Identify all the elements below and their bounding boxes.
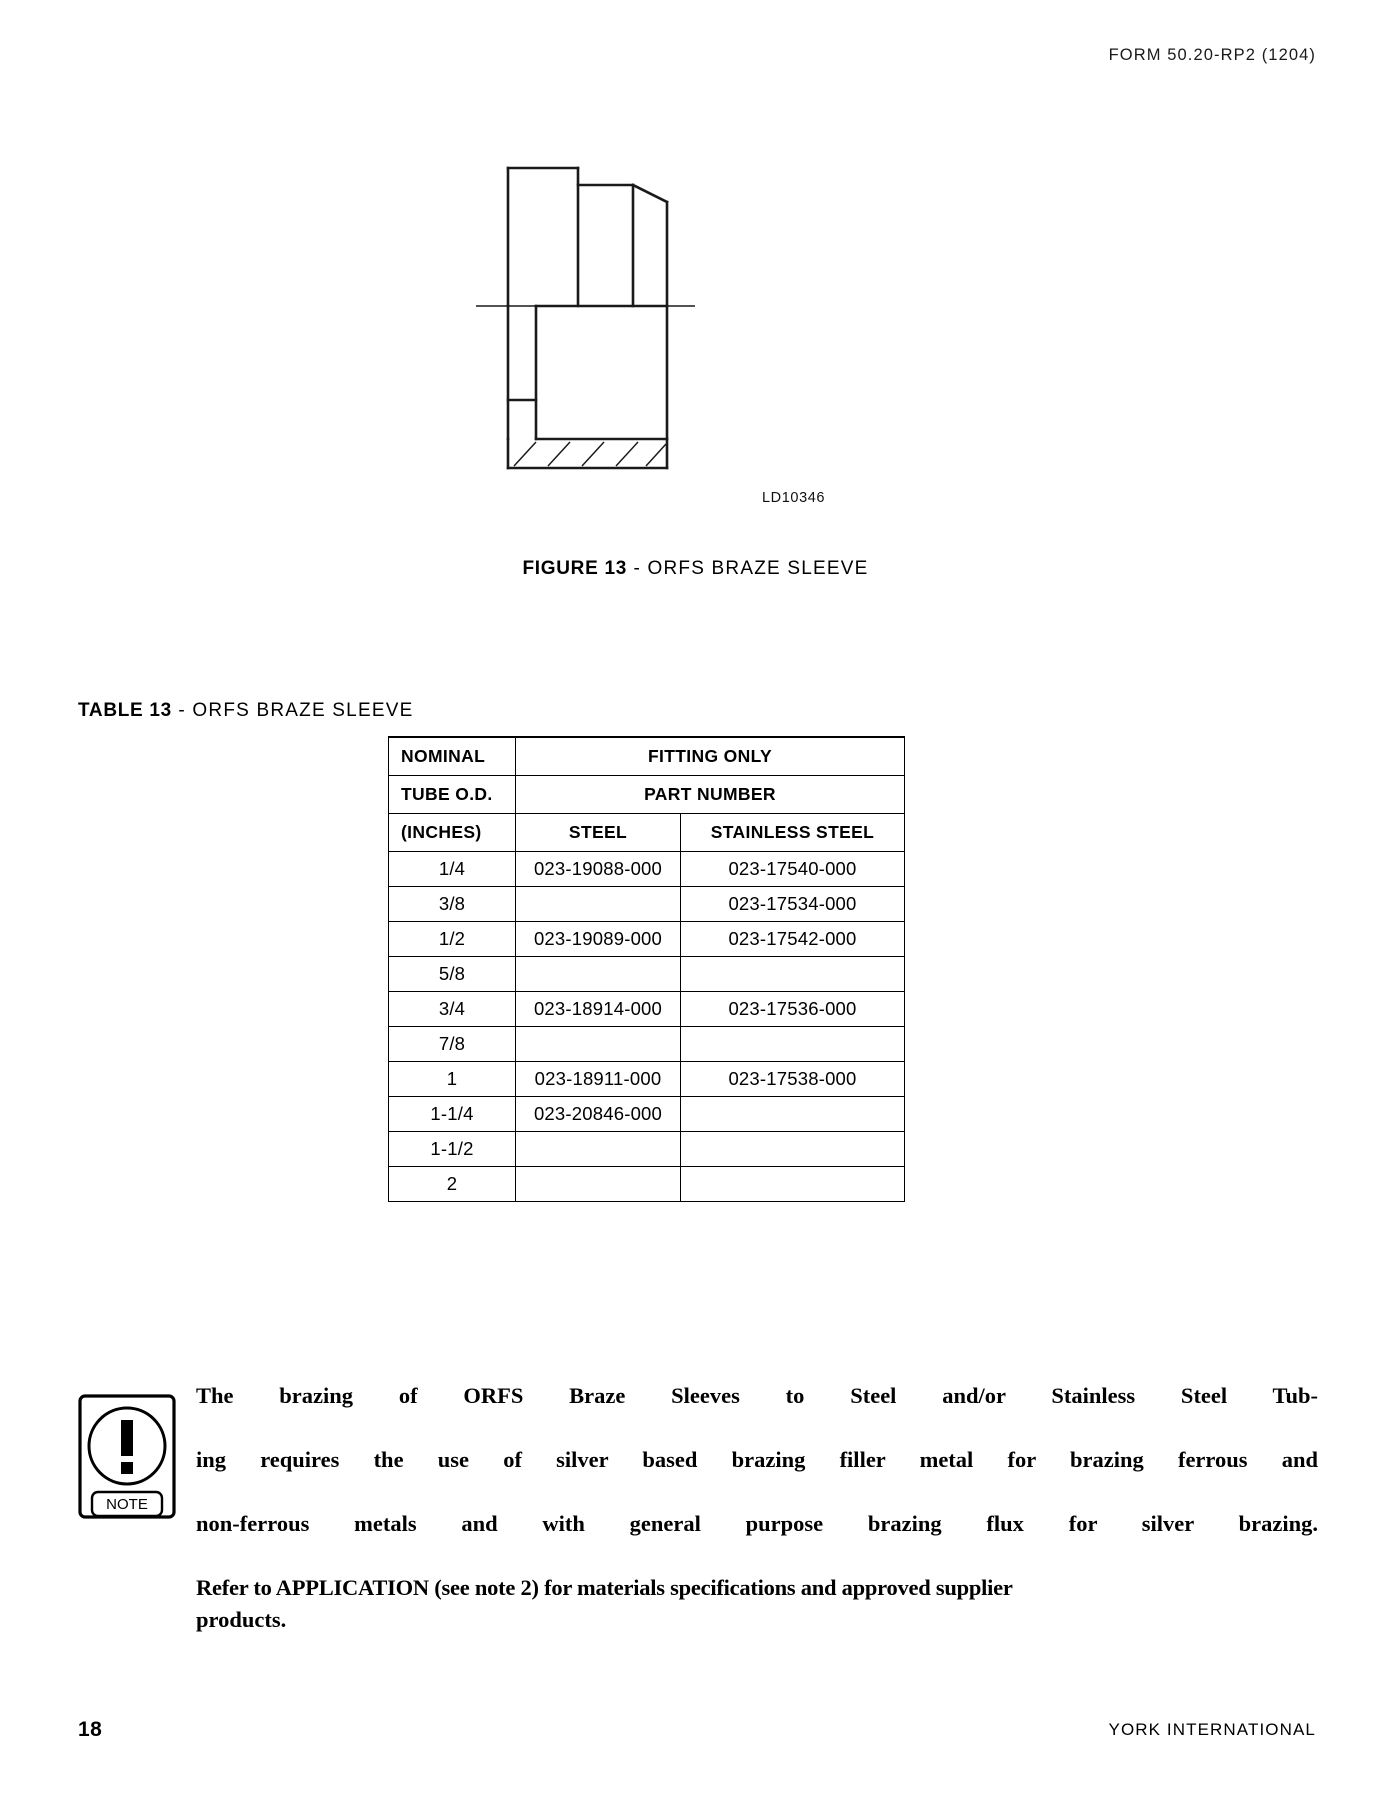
cell-steel [516,1027,681,1062]
form-code-header: FORM 50.20-RP2 (1204) [1108,46,1316,64]
figure-caption-text: - ORFS BRAZE SLEEVE [627,558,869,579]
cell-nominal: 1-1/2 [389,1132,516,1167]
drawing-reference-code: LD10346 [762,490,826,506]
cell-steel [516,1132,681,1167]
table-row [389,957,905,992]
note-warning-icon [78,1394,176,1519]
figure-13-drawing-area [0,150,1391,506]
note-line-4: Refer to APPLICATION (see note 2) for materials specifications and approved supplier [196,1574,1013,1600]
cell-stainless [681,1132,905,1167]
header-part-number: PART NUMBER [516,776,905,814]
note-callout [78,1380,1318,1636]
cell-nominal: 1/2 [389,922,516,957]
cell-stainless: 023-17540-000 [681,852,905,887]
table-row [389,887,905,922]
cell-nominal: 1 [389,1062,516,1097]
note-line-5: products. [196,1606,287,1632]
table-row [389,922,905,957]
table-row [389,852,905,887]
table-13-wrapper [388,736,904,1202]
header-steel: STEEL [516,814,681,852]
cell-steel [516,887,681,922]
cell-stainless: 023-17536-000 [681,992,905,1027]
header-tube-od: TUBE O.D. [389,776,516,814]
figure-caption [0,558,1391,580]
cell-steel: 023-20846-000 [516,1097,681,1132]
cell-stainless [681,1027,905,1062]
page-number: 18 [78,1718,103,1741]
cell-nominal: 5/8 [389,957,516,992]
cell-nominal: 1/4 [389,852,516,887]
table-row [389,992,905,1027]
header-inches: (INCHES) [389,814,516,852]
cell-steel [516,1167,681,1202]
orfs-braze-sleeve-table [388,736,905,1202]
cell-stainless [681,1097,905,1132]
exclamation-bar-icon [121,1420,133,1456]
cell-steel: 023-19088-000 [516,852,681,887]
orfs-braze-sleeve-technical-drawing [470,150,890,470]
cell-nominal: 7/8 [389,1027,516,1062]
note-line-2: ing requires the use of silver based brazing filler metal for brazing ferrous and [196,1446,1318,1472]
table-row [389,1167,905,1202]
header-fitting-only: FITTING ONLY [516,737,905,776]
cell-nominal: 3/8 [389,887,516,922]
table-title-text: - ORFS BRAZE SLEEVE [171,700,414,721]
cell-steel [516,957,681,992]
note-line-1: The brazing of ORFS Braze Sleeves to Steel and/or Stainless Steel Tub- [196,1383,1318,1408]
header-nominal: NOMINAL [389,737,516,776]
table-title [78,700,413,722]
cell-nominal: 2 [389,1167,516,1202]
table-header-row-2 [389,776,905,814]
note-line-3: non-ferrous metals and with general purpose brazing flux for silver brazing. [196,1510,1318,1536]
table-header-row-1 [389,737,905,776]
note-body-text [196,1380,1318,1636]
cell-stainless [681,1167,905,1202]
figure-caption-label: FIGURE 13 [522,558,627,579]
company-footer: YORK INTERNATIONAL [1108,1720,1316,1739]
table-row [389,1097,905,1132]
exclamation-dot-icon [121,1462,133,1474]
cell-steel: 023-18914-000 [516,992,681,1027]
cell-nominal: 3/4 [389,992,516,1027]
cell-stainless: 023-17534-000 [681,887,905,922]
cell-steel: 023-19089-000 [516,922,681,957]
table-row [389,1132,905,1167]
table-header-row-3 [389,814,905,852]
table-row [389,1027,905,1062]
note-label-text: NOTE [106,1496,148,1513]
cell-stainless [681,957,905,992]
cell-stainless: 023-17542-000 [681,922,905,957]
cell-nominal: 1-1/4 [389,1097,516,1132]
header-stainless-steel: STAINLESS STEEL [681,814,905,852]
cell-steel: 023-18911-000 [516,1062,681,1097]
table-row [389,1062,905,1097]
cell-stainless: 023-17538-000 [681,1062,905,1097]
table-title-label: TABLE 13 [78,700,172,721]
